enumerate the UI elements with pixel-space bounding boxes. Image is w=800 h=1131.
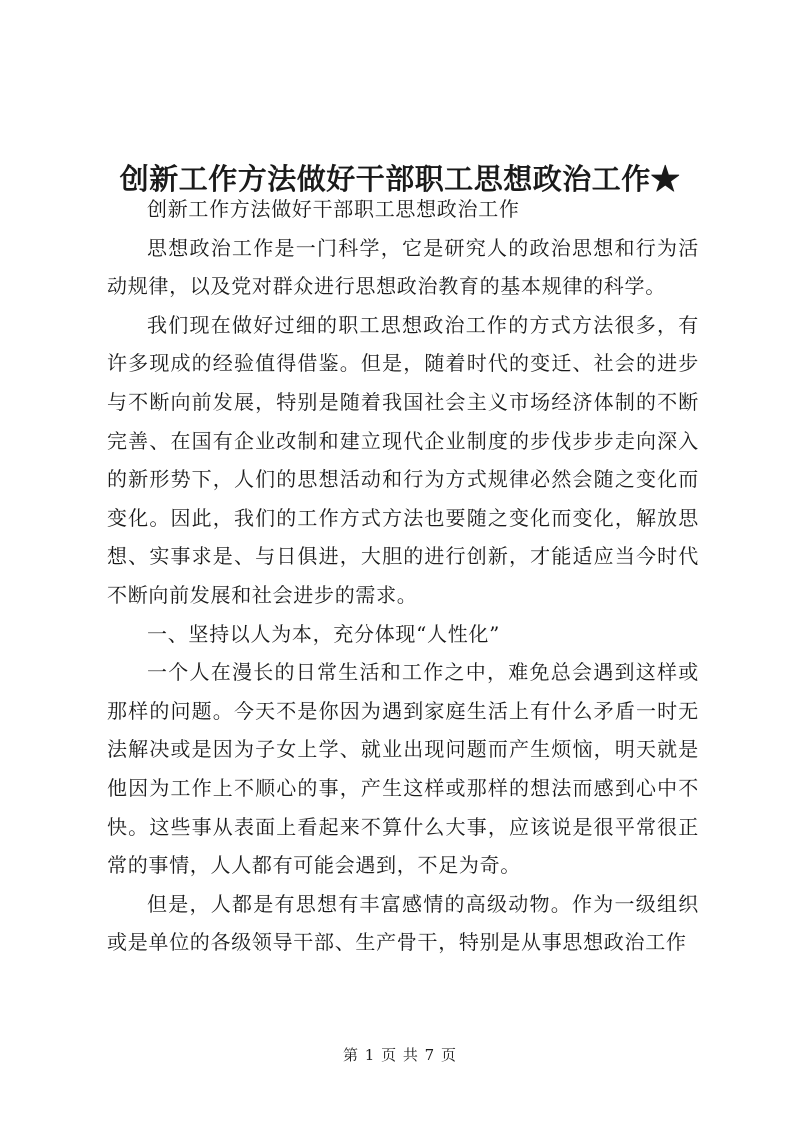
subtitle-paragraph: 创新工作方法做好干部职工思想政治工作 [147,197,520,221]
document-body [107,190,699,962]
body-paragraph: 我们现在做好过细的职工思想政治工作的方式方法很多，有许多现成的经验值得借鉴。但是，随着时代的变迁、社会的进步与不断向前发展，特别是随着我国社会主义市场经济体制的不断完善、在国有企业改制和建立现代企业制度的步伐步步走向深入的新形势下，人们的思想活动和行为方式规律必然会随之变化而变化。因此，我们的工作方式方法也要随之变化而变化，解放思想、实事求是、与日俱进，大胆的进行创新，才能适应当今时代不断向前发展和社会进步的需求。 [107,312,699,607]
page-number-footer: 第 1 页 共 7 页 [343,1046,457,1064]
section-heading: 一、坚持以人为本，充分体现“人性化” [147,621,501,646]
body-paragraph: 思想政治工作是一门科学，它是研究人的政治思想和行为活动规律，以及党对群众进行思想政治教育的基本规律的科学。 [107,235,699,299]
body-paragraph: 一个人在漫长的日常生活和工作之中，难免总会遇到这样或那样的问题。今天不是你因为遇到家庭生活上有什么矛盾一时无法解决或是因为子女上学、就业出现问题而产生烦恼，明天就是他因为工作上不顺心的事，产生这样或那样的想法而感到心中不快。这些事从表面上看起来不算什么大事，应该说是很平常很正常的事情，人人都有可能会遇到，不足为奇。 [107,660,699,878]
body-paragraph: 但是，人都是有思想有丰富感情的高级动物。作为一级组织或是单位的各级领导干部、生产骨干，特别是从事思想政治工作 [107,891,699,955]
document-title: 创新工作方法做好干部职工思想政治工作★ [119,162,681,197]
